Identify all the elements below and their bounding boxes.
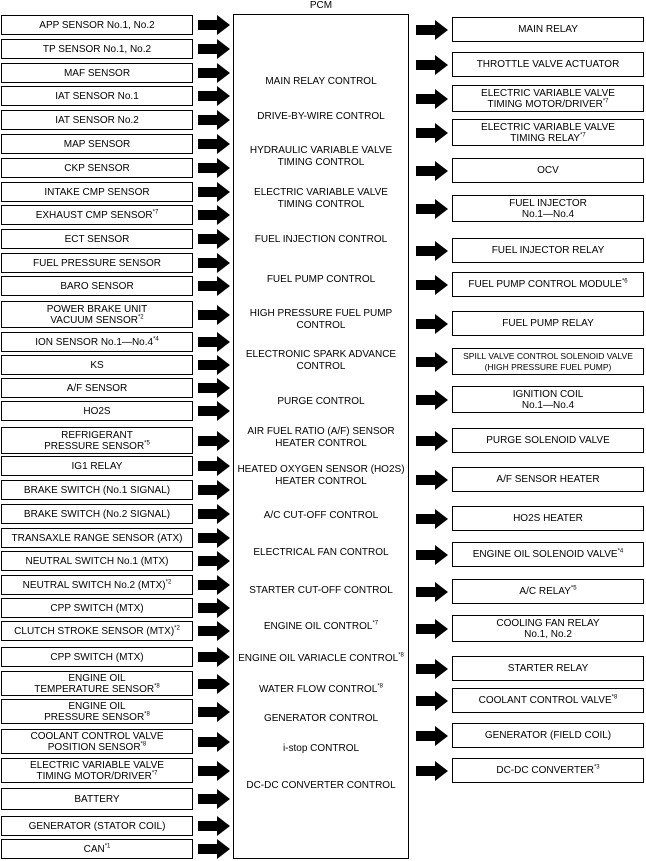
input-label: BRAKE SWITCH (No.1 SIGNAL) [23, 484, 171, 496]
output-arrow [416, 619, 448, 639]
pcm-control-label: FUEL INJECTION CONTROL [254, 234, 388, 245]
input-label: A/F SENSOR [66, 382, 128, 394]
pcm-control-label: PURGE CONTROL [277, 396, 365, 407]
input-label: APP SENSOR No.1, No.2 [39, 19, 155, 31]
input-box [1, 182, 193, 202]
output-arrow [416, 55, 448, 75]
output-arrow [416, 390, 448, 410]
input-box [1, 758, 193, 783]
input-arrow [198, 332, 230, 352]
input-box [1, 480, 193, 500]
input-arrow [198, 839, 230, 859]
input-arrow [198, 551, 230, 571]
output-box [452, 542, 644, 567]
output-box [452, 52, 644, 77]
output-box [452, 688, 644, 713]
pcm-control-label: STARTER CUT-OFF CONTROL [249, 585, 393, 596]
input-box [1, 504, 193, 524]
output-arrow [416, 20, 448, 40]
input-label: MAP SENSOR [63, 138, 131, 150]
input-arrow [198, 732, 230, 752]
output-label: THROTTLE VALVE ACTUATOR [476, 59, 620, 70]
pcm-control-label: DRIVE-BY-WIRE CONTROL [257, 111, 385, 122]
output-label: COOLING FAN RELAY No.1, No.2 [496, 617, 600, 640]
input-box [1, 158, 193, 178]
input-arrow [198, 63, 230, 83]
input-label: INTAKE CMP SENSOR [44, 186, 150, 198]
pcm-control-label: A/C CUT-OFF CONTROL [263, 510, 379, 521]
input-arrow [198, 182, 230, 202]
output-arrow [416, 726, 448, 746]
input-label: POWER BRAKE UNIT VACUUM SENSOR$^{*2}$ [46, 303, 148, 326]
input-arrow [198, 431, 230, 451]
output-arrow [416, 161, 448, 181]
input-box [1, 427, 193, 454]
input-arrow [198, 504, 230, 524]
output-box [452, 195, 644, 222]
input-label: GENERATOR (STATOR COIL) [28, 820, 166, 832]
output-label: MAIN RELAY [518, 24, 578, 35]
input-label: BARO SENSOR [60, 280, 134, 292]
output-label: IGNITION COIL No.1—No.4 [512, 388, 584, 411]
input-arrow [198, 355, 230, 375]
input-box [1, 551, 193, 571]
input-arrow [198, 86, 230, 106]
input-label: CAN$^{*1}$ [83, 843, 111, 855]
input-label: CPP SWITCH (MTX) [50, 602, 144, 614]
output-label: FUEL PUMP CONTROL MODULE$^{*6}$ [468, 278, 628, 290]
input-label: ION SENSOR No.1—No.4$^{*4}$ [35, 336, 159, 348]
pcm-control-label: ELECTRIC VARIABLE VALVE TIMING CONTROL [254, 187, 388, 210]
pcm-control-label: i-stop CONTROL [282, 743, 360, 754]
input-box [1, 699, 193, 724]
input-label: BRAKE SWITCH (No.2 SIGNAL) [23, 508, 171, 520]
input-arrow [198, 134, 230, 154]
input-box [1, 575, 193, 595]
input-box [1, 15, 193, 35]
input-label: ELECTRIC VARIABLE VALVE TIMING MOTOR/DRIVER$^{*7}$ [30, 759, 164, 782]
input-label: CLUTCH STROKE SENSOR (MTX)$^{*2}$ [14, 625, 180, 637]
input-label: ENGINE OIL PRESSURE SENSOR$^{*8}$ [44, 700, 150, 723]
pcm-control-label: GENERATOR CONTROL [263, 713, 379, 724]
input-label: CKP SENSOR [64, 162, 130, 174]
input-arrow [198, 401, 230, 421]
input-box [1, 729, 193, 754]
pcm-control-label: DC-DC CONVERTER CONTROL [246, 780, 396, 791]
input-arrow [198, 702, 230, 722]
input-arrow [198, 205, 230, 225]
output-box [452, 238, 644, 263]
input-box [1, 401, 193, 421]
pcm-title: PCM [309, 0, 333, 11]
input-label: ENGINE OIL TEMPERATURE SENSOR$^{*8}$ [34, 672, 160, 695]
output-label: STARTER RELAY [507, 663, 589, 674]
input-label: MAF SENSOR [63, 67, 131, 79]
input-label: CPP SWITCH (MTX) [50, 651, 144, 663]
pcm-control-label: WATER FLOW CONTROL$^{*8}$ [258, 683, 383, 695]
input-arrow [198, 789, 230, 809]
output-box [452, 467, 644, 492]
output-label: FUEL INJECTOR RELAY [491, 245, 605, 256]
input-box [1, 839, 193, 859]
output-label: COOLANT CONTROL VALVE$^{*8}$ [478, 694, 618, 706]
input-label: BATTERY [74, 793, 120, 805]
pcm-control-label: HYDRAULIC VARIABLE VALVE TIMING CONTROL [249, 145, 393, 168]
input-box [1, 229, 193, 249]
input-box [1, 671, 193, 696]
input-box [1, 378, 193, 398]
pcm-control-label: MAIN RELAY CONTROL [265, 76, 377, 87]
pcm-control-label: ELECTRONIC SPARK ADVANCE CONTROL [245, 349, 397, 372]
output-label: FUEL PUMP RELAY [502, 318, 594, 329]
input-box [1, 332, 193, 352]
input-box [1, 63, 193, 83]
output-arrow [416, 545, 448, 565]
input-box [1, 110, 193, 130]
input-arrow [198, 816, 230, 836]
input-label: IAT SENSOR No.1 [55, 90, 139, 102]
input-label: TP SENSOR No.1, No.2 [42, 43, 152, 55]
input-box [1, 134, 193, 154]
output-box [452, 615, 644, 642]
output-box [452, 85, 644, 112]
input-label: IAT SENSOR No.2 [55, 114, 139, 126]
output-box [452, 579, 644, 604]
input-box [1, 39, 193, 59]
pcm-control-label: HIGH PRESSURE FUEL PUMP CONTROL [249, 308, 393, 331]
output-label: A/F SENSOR HEATER [496, 474, 600, 485]
input-box [1, 86, 193, 106]
output-label: HO2S HEATER [513, 513, 583, 524]
output-box [452, 311, 644, 336]
input-arrow [198, 253, 230, 273]
output-arrow [416, 431, 448, 451]
input-box [1, 528, 193, 548]
output-label: PURGE SOLENOID VALVE [486, 435, 610, 446]
input-box [1, 355, 193, 375]
output-label: SPILL VALVE CONTROL SOLENOID VALVE (HIGH PRESSURE FUEL PUMP) [463, 350, 633, 372]
input-arrow [198, 378, 230, 398]
output-label: DC-DC CONVERTER$^{*3}$ [496, 764, 600, 776]
output-arrow [416, 89, 448, 109]
input-box [1, 205, 193, 225]
output-label: ELECTRIC VARIABLE VALVE TIMING MOTOR/DRIVER$^{*7}$ [481, 87, 615, 110]
output-box [452, 119, 644, 146]
output-box [452, 656, 644, 681]
input-arrow [198, 647, 230, 667]
input-arrow [198, 305, 230, 325]
input-label: FUEL PRESSURE SENSOR [33, 257, 161, 269]
output-arrow [416, 761, 448, 781]
output-label: GENERATOR (FIELD COIL) [484, 730, 612, 741]
input-box [1, 788, 193, 810]
input-label: IG1 RELAY [71, 460, 123, 472]
output-arrow [416, 123, 448, 143]
output-label: FUEL INJECTOR No.1—No.4 [509, 197, 587, 220]
input-label: KS [90, 359, 104, 371]
output-label: OCV [537, 165, 559, 176]
input-arrow [198, 110, 230, 130]
input-arrow [198, 480, 230, 500]
input-arrow [198, 528, 230, 548]
output-arrow [416, 241, 448, 261]
input-label: HO2S [83, 405, 111, 417]
input-box [1, 253, 193, 273]
output-label: A/C RELAY$^{*5}$ [519, 585, 577, 597]
input-arrow [198, 674, 230, 694]
input-box [1, 456, 193, 476]
pcm-control-label: ELECTRICAL FAN CONTROL [253, 547, 389, 558]
output-box [452, 758, 644, 783]
pcm-control-label: FUEL PUMP CONTROL [266, 274, 376, 285]
output-box [452, 428, 644, 453]
input-arrow [198, 575, 230, 595]
output-arrow [416, 659, 448, 679]
output-label: ELECTRIC VARIABLE VALVE TIMING RELAY$^{*7}$ [481, 121, 615, 144]
output-arrow [416, 352, 448, 372]
output-box [452, 158, 644, 183]
input-label: REFRIGERANT PRESSURE SENSOR$^{*5}$ [44, 429, 150, 452]
input-arrow [198, 621, 230, 641]
input-arrow [198, 456, 230, 476]
output-box [452, 17, 644, 42]
input-box [1, 816, 193, 836]
output-label: ENGINE OIL SOLENOID VALVE$^{*4}$ [472, 548, 624, 560]
input-arrow [198, 15, 230, 35]
input-box [1, 276, 193, 296]
input-arrow [198, 39, 230, 59]
output-box [452, 272, 644, 297]
output-box [452, 723, 644, 748]
input-label: TRANSAXLE RANGE SENSOR (ATX) [11, 532, 183, 544]
pcm-control-label: HEATED OXYGEN SENSOR (HO2S) HEATER CONTROL [237, 464, 405, 487]
output-box [452, 348, 644, 375]
input-label: EXHAUST CMP SENSOR$^{*7}$ [35, 209, 159, 221]
input-label: NEUTRAL SWITCH No.2 (MTX)$^{*2}$ [22, 579, 172, 591]
input-arrow [198, 229, 230, 249]
input-box [1, 598, 193, 618]
output-arrow [416, 582, 448, 602]
output-box [452, 386, 644, 413]
output-arrow [416, 470, 448, 490]
input-box [1, 301, 193, 328]
output-box [452, 506, 644, 531]
output-arrow [416, 509, 448, 529]
output-arrow [416, 314, 448, 334]
input-box [1, 621, 193, 641]
input-label: NEUTRAL SWITCH No.1 (MTX) [25, 555, 169, 567]
input-arrow [198, 276, 230, 296]
input-arrow [198, 158, 230, 178]
output-arrow [416, 691, 448, 711]
output-arrow [416, 199, 448, 219]
output-arrow [416, 275, 448, 295]
pcm-control-label: ENGINE OIL CONTROL$^{*7}$ [263, 620, 379, 632]
pcm-control-label: AIR FUEL RATIO (A/F) SENSOR HEATER CONTROL [247, 426, 395, 449]
input-arrow [198, 761, 230, 781]
input-label: COOLANT CONTROL VALVE POSITION SENSOR$^{*8}$ [30, 730, 164, 753]
input-label: ECT SENSOR [64, 233, 130, 245]
input-arrow [198, 598, 230, 618]
input-box [1, 647, 193, 667]
pcm-control-label: ENGINE OIL VARIACLE CONTROL$^{*8}$ [238, 652, 404, 664]
